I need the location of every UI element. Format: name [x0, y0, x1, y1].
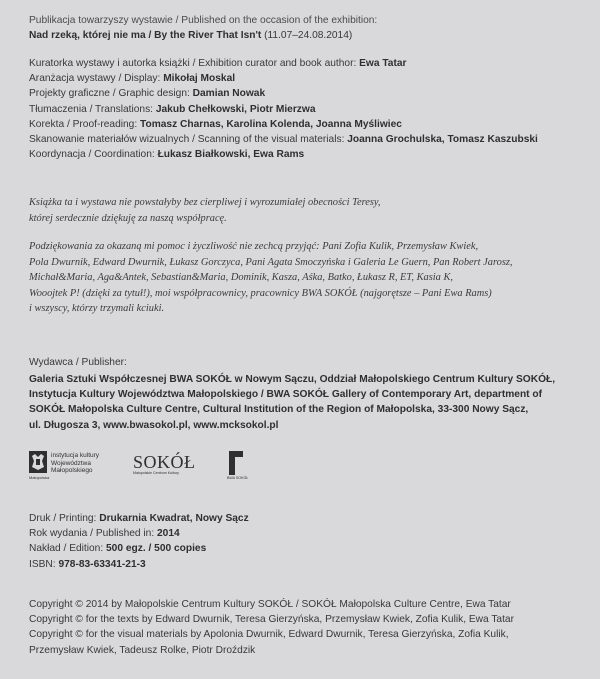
dedication-line: której serdecznie dziękuję za naszą współpracę.	[29, 212, 227, 224]
acknowledgements-block	[29, 239, 588, 317]
malopolska-crest-icon	[29, 451, 47, 477]
credit-value: Ewa Tatar	[359, 58, 407, 69]
dedication-line: Książka ta i wystawa nie powstałyby bez cierpliwej i wyrozumiałej obecności Teresy,	[29, 197, 381, 208]
credit-value: Damian Nowak	[192, 88, 266, 100]
copyright-line: Copyright © for the texts by Edward Dwurnik, Teresa Gierzyńska, Przemysław Kwiek, Zofia Kulik, Ewa Tatar	[29, 614, 514, 626]
acknowledgements-line: Pola Dwurnik, Edward Dwurnik, Łukasz Gorczyca, Pani Agata Smoczyńska i Galeria Le Guern, Pan Robert Jarosz,	[29, 256, 513, 268]
sokol-wordmark: SOKÓŁ	[133, 452, 196, 472]
printing-line	[29, 541, 588, 556]
acknowledgements-line: Podziękowania za okazaną mi pomoc i życzliwość nie zechcą przyjąć: Pani Zofia Kulik, Przemysław Kwiek,	[29, 241, 479, 252]
printing-label: Rok wydania / Published in:	[29, 528, 157, 540]
publisher-label: Wydawca / Publisher:	[29, 357, 127, 368]
sokol-subtitle: Małopolskie Centrum Kultury	[133, 471, 179, 475]
credit-label: Korekta / Proof-reading:	[29, 118, 140, 130]
institution-text-line: Małopolskiego	[51, 467, 93, 474]
credit-value: Joanna Grochulska, Tomasz Kaszubski	[347, 134, 538, 146]
credit-value: Jakub Chełkowski, Piotr Mierzwa	[155, 103, 316, 115]
publisher-line: Galeria Sztuki Współczesnej BWA SOKÓŁ w Nowym Sączu, Oddział Małopolskiego Centrum Kultury SOKÓŁ,	[29, 374, 556, 385]
publisher-line: ul. Długosza 3, www.bwasokol.pl, www.mcksokol.pl	[29, 419, 279, 431]
credit-value: Tomasz Charnas, Karolina Kolenda, Joanna Myśliwiec	[140, 118, 402, 130]
printing-label: ISBN:	[29, 558, 59, 570]
malopolska-institution-logo	[29, 451, 127, 481]
exhibition-dates: (11.07–24.08.2014)	[261, 30, 353, 42]
printing-value: 2014	[156, 528, 180, 540]
acknowledgements-line: Michał&Maria, Aga&Antek, Sebastian&Maria, Dominik, Kasza, Aśka, Batko, Łukasz R, ET, Kasia K,	[29, 272, 453, 284]
credit-label: Projekty graficzne / Graphic design:	[29, 88, 193, 100]
printing-label: Druk / Printing:	[29, 513, 100, 524]
copyright-block	[29, 597, 588, 658]
publisher-block	[29, 355, 588, 370]
exhibition-title-line	[29, 28, 588, 43]
credit-label: Kuratorka wystawy i autorka książki / Exhibition curator and book author:	[29, 58, 360, 69]
printing-label: Nakład / Edition:	[29, 543, 107, 555]
occasion-block	[29, 13, 588, 43]
logos-row	[29, 451, 259, 483]
occasion-line: Publikacja towarzyszy wystawie / Published on the occasion of the exhibition:	[29, 15, 378, 26]
printing-line	[29, 511, 588, 526]
publisher-details	[29, 372, 588, 433]
sokol-logo	[133, 453, 203, 479]
credits-block	[29, 56, 588, 162]
printing-block	[29, 511, 588, 572]
printing-line	[29, 526, 588, 541]
copyright-line: Przemysław Kwiek, Tadeusz Rolke, Piotr Droździk	[29, 644, 256, 656]
bwa-sokol-logo	[227, 451, 249, 481]
printing-value: 500 egz. / 500 copies	[106, 543, 207, 555]
publisher-line: SOKÓŁ Małopolska Culture Centre, Cultural Institution of the Region of Małopolska, 33-300 Nowy Sącz,	[29, 404, 529, 416]
institution-text-line: Województwa	[51, 459, 91, 467]
credit-line	[29, 117, 588, 132]
credit-line	[29, 132, 588, 147]
institution-caption: Małopolska	[29, 475, 50, 480]
credit-label: Koordynacja / Coordination:	[29, 149, 158, 161]
acknowledgements-line: i wszyscy, którzy trzymali kciuki.	[29, 303, 165, 315]
credit-line	[29, 86, 588, 101]
copyright-line: Copyright © for the visual materials by Apolonia Dwurnik, Edward Dwurnik, Teresa Gierzyńska, Zofia Kulik,	[29, 629, 509, 641]
exhibition-title: Nad rzeką, której nie ma / By the River That Isn't	[29, 30, 262, 42]
printing-value: 978-83-63341-21-3	[58, 558, 146, 570]
printing-line	[29, 557, 588, 572]
credit-label: Aranżacja wystawy / Display:	[29, 73, 164, 85]
credit-label: Skanowanie materiałów wizualnych / Scanning of the visual materials:	[29, 134, 348, 146]
printing-value: Drukarnia Kwadrat, Nowy Sącz	[99, 513, 249, 524]
credit-label: Tłumaczenia / Translations:	[29, 103, 156, 115]
institution-text	[51, 452, 99, 475]
credit-line	[29, 71, 588, 86]
credit-value: Łukasz Białkowski, Ewa Rams	[157, 149, 305, 161]
bwa-caption: BWA SOKÓŁ	[227, 476, 249, 480]
dedication-block	[29, 195, 588, 226]
credit-line	[29, 56, 588, 71]
bwa-mark-icon	[229, 451, 243, 475]
copyright-line: Copyright © 2014 by Małopolskie Centrum Kultury SOKÓŁ / SOKÓŁ Małopolska Culture Centre, Ewa Tatar	[29, 599, 511, 610]
acknowledgements-line: Wooojtek P! (dzięki za tytuł!), moi współpracownicy, pracownicy BWA SOKÓŁ (najgorętsze – Pani Ewa Rams)	[29, 287, 492, 299]
credit-value: Mikołaj Moskal	[163, 73, 236, 85]
credit-line	[29, 147, 588, 162]
publisher-line: Instytucja Kultury Województwa Małopolskiego / BWA SOKÓŁ Gallery of Contemporary Art, department of	[29, 389, 543, 401]
credit-line	[29, 102, 588, 117]
institution-text-line: instytucja kultury	[51, 452, 100, 459]
